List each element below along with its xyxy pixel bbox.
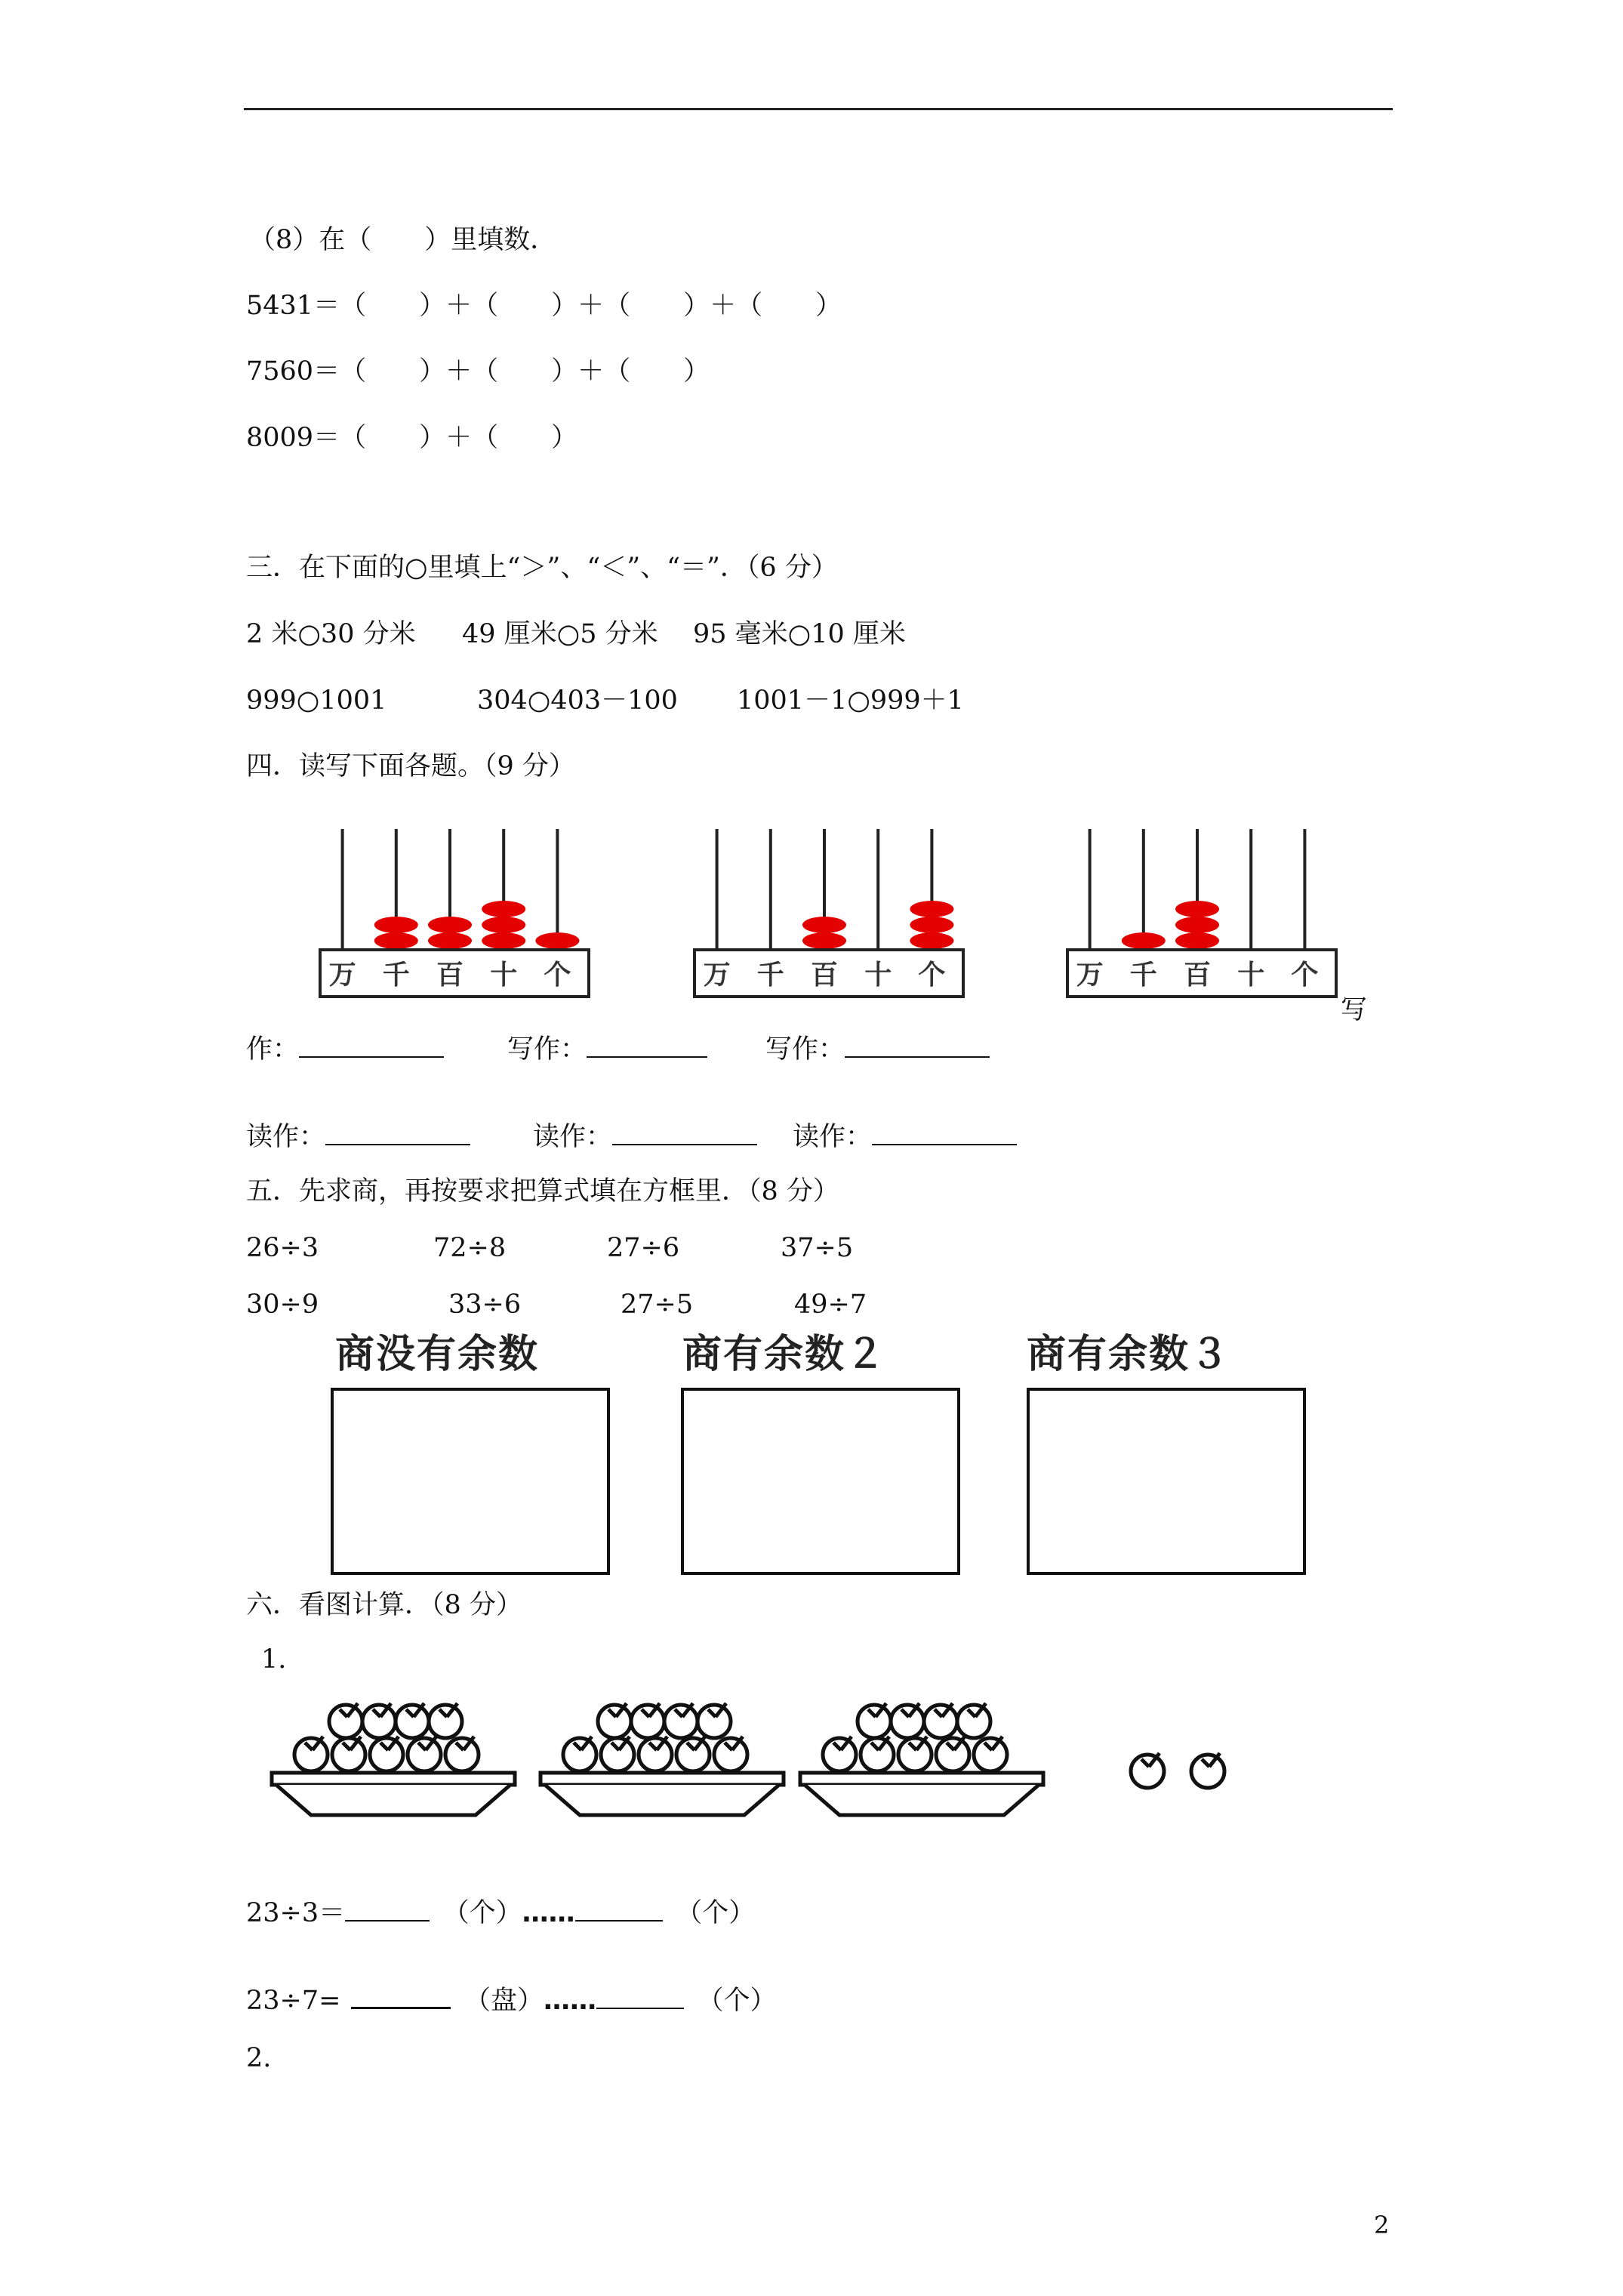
abacus-bead bbox=[482, 932, 525, 949]
write-label-1-tail: 作： bbox=[246, 1033, 444, 1066]
abacus-bead bbox=[802, 932, 846, 949]
abacus-bead bbox=[482, 917, 525, 933]
place-label: 千 bbox=[1129, 960, 1157, 991]
div-expr-2: 72÷8 bbox=[433, 1233, 507, 1263]
apple-icon bbox=[396, 1703, 429, 1738]
div-expr-8: 49÷7 bbox=[794, 1290, 867, 1320]
div-expr-3: 27÷6 bbox=[607, 1233, 680, 1263]
s3-compare-4: 999○1001 bbox=[246, 686, 387, 716]
apple-icon bbox=[631, 1703, 664, 1738]
answer-box-remainder-3[interactable] bbox=[1027, 1388, 1306, 1575]
abacus-1 bbox=[320, 829, 589, 997]
apple-icon bbox=[408, 1737, 441, 1771]
abacus-bead bbox=[482, 901, 525, 917]
apple-icon bbox=[924, 1703, 957, 1738]
apple-icon bbox=[1131, 1753, 1164, 1788]
section-4-title: 四．读写下面各题。（9 分） bbox=[246, 751, 575, 781]
place-label: 十 bbox=[1237, 960, 1265, 991]
loose-apples bbox=[1131, 1753, 1224, 1788]
abacus-bead bbox=[535, 932, 579, 949]
plate-rim bbox=[800, 1773, 1043, 1785]
apple-icon bbox=[858, 1703, 891, 1738]
apple-icon bbox=[370, 1737, 403, 1771]
item-2-label: 2. bbox=[246, 2043, 272, 2073]
abacus-bead bbox=[802, 917, 846, 933]
q8-line-1: 5431＝（ ）＋（ ）＋（ ）＋（ ） bbox=[246, 291, 842, 321]
box-label-remainder-2: 商有余数２ bbox=[682, 1332, 887, 1377]
apples-on-plates-figure bbox=[0, 1691, 1623, 1842]
abacus-bead bbox=[428, 932, 472, 949]
div-expr-5: 30÷9 bbox=[246, 1290, 319, 1320]
div-expr-1: 26÷3 bbox=[246, 1233, 319, 1263]
apple-icon bbox=[1191, 1753, 1224, 1788]
box-label-no-remainder: 商没有余数 bbox=[335, 1332, 540, 1377]
page-number: 2 bbox=[1374, 2211, 1390, 2239]
read-label-1: 读作： bbox=[246, 1120, 470, 1154]
apple-icon bbox=[329, 1703, 362, 1738]
place-label: 万 bbox=[328, 960, 356, 991]
q8-line-3: 8009＝（ ）＋（ ） bbox=[246, 423, 578, 453]
answer-box-no-remainder[interactable] bbox=[331, 1388, 610, 1575]
place-label: 个 bbox=[918, 960, 946, 991]
apple-icon bbox=[664, 1703, 698, 1738]
apple-icon bbox=[936, 1737, 969, 1771]
q8-line-2: 7560＝（ ）＋（ ）＋（ ） bbox=[246, 356, 710, 387]
s3-compare-6: 1001－1○999＋1 bbox=[737, 686, 964, 716]
abacus-bead bbox=[1175, 917, 1219, 933]
plate-rim bbox=[540, 1773, 784, 1785]
abacus-bead bbox=[1175, 901, 1219, 917]
div-expr-4: 37÷5 bbox=[781, 1233, 854, 1263]
place-label: 个 bbox=[1291, 960, 1319, 991]
apple-icon bbox=[601, 1737, 634, 1771]
place-label: 百 bbox=[436, 960, 464, 991]
place-label: 千 bbox=[756, 960, 784, 991]
abacus-bead bbox=[910, 917, 953, 933]
s3-compare-2: 49 厘米○5 分米 bbox=[462, 619, 658, 649]
plate-3 bbox=[800, 1703, 1043, 1815]
apple-icon bbox=[429, 1703, 462, 1738]
apple-icon bbox=[898, 1737, 932, 1771]
place-label: 个 bbox=[544, 960, 571, 991]
write-char-wrapped: 写 bbox=[1341, 995, 1368, 1025]
div-expr-7: 27÷5 bbox=[621, 1290, 694, 1320]
s3-compare-5: 304○403－100 bbox=[477, 686, 678, 716]
abacus-bead bbox=[910, 932, 953, 949]
plate-rim bbox=[272, 1773, 515, 1785]
place-label: 十 bbox=[490, 960, 518, 991]
place-label: 万 bbox=[703, 960, 731, 991]
apple-icon bbox=[598, 1703, 631, 1738]
abacus-bead bbox=[1122, 932, 1166, 949]
apple-icon bbox=[861, 1737, 894, 1771]
place-label: 千 bbox=[382, 960, 410, 991]
abacus-bead bbox=[1175, 932, 1219, 949]
abacus-bead bbox=[428, 917, 472, 933]
apple-icon bbox=[563, 1737, 596, 1771]
apple-icon bbox=[957, 1703, 990, 1738]
abacus-figures bbox=[0, 815, 1623, 1027]
div-expr-6: 33÷6 bbox=[448, 1290, 522, 1320]
s3-compare-1: 2 米○30 分米 bbox=[246, 619, 416, 649]
write-label-2: 写作： bbox=[507, 1033, 707, 1066]
abacus-bead bbox=[910, 901, 953, 917]
apple-icon bbox=[445, 1737, 479, 1771]
place-label: 百 bbox=[1183, 960, 1212, 991]
apple-icon bbox=[332, 1737, 365, 1771]
section-3-title: 三．在下面的○里填上“＞”、“＜”、“＝”．（6 分） bbox=[246, 553, 838, 583]
header-rule bbox=[244, 108, 1393, 110]
read-label-3: 读作： bbox=[793, 1120, 1017, 1154]
place-label: 百 bbox=[810, 960, 839, 991]
apple-icon bbox=[676, 1737, 710, 1771]
plate-1 bbox=[272, 1703, 515, 1815]
place-label: 万 bbox=[1076, 960, 1104, 991]
apple-icon bbox=[362, 1703, 396, 1738]
box-label-remainder-3: 商有余数３ bbox=[1027, 1332, 1231, 1377]
apple-icon bbox=[974, 1737, 1007, 1771]
read-label-2: 读作： bbox=[533, 1120, 757, 1154]
plate-base bbox=[805, 1785, 1039, 1815]
apple-icon bbox=[294, 1737, 328, 1771]
abacus-3 bbox=[1067, 829, 1336, 997]
plate-base bbox=[545, 1785, 779, 1815]
apple-icon bbox=[823, 1737, 856, 1771]
section-6-title: 六．看图计算．（8 分） bbox=[246, 1590, 522, 1620]
s3-compare-3: 95 毫米○10 厘米 bbox=[693, 619, 906, 649]
apple-icon bbox=[714, 1737, 747, 1771]
plate-2 bbox=[540, 1703, 784, 1815]
item-1-label: 1. bbox=[261, 1644, 287, 1675]
abacus-2 bbox=[694, 829, 963, 997]
equation-1: 23÷3＝ （个）…… （个） bbox=[246, 1898, 756, 1928]
plate-base bbox=[276, 1785, 510, 1815]
apple-icon bbox=[639, 1737, 672, 1771]
place-label: 十 bbox=[864, 960, 892, 991]
equation-2: 23÷7= （盘）…… （个） bbox=[246, 1986, 777, 2016]
write-label-3: 写作： bbox=[765, 1033, 990, 1066]
section-5-title: 五．先求商，再按要求把算式填在方框里．（8 分） bbox=[246, 1176, 839, 1207]
apple-icon bbox=[891, 1703, 924, 1738]
abacus-bead bbox=[374, 917, 418, 933]
abacus-bead bbox=[374, 932, 418, 949]
apple-icon bbox=[698, 1703, 731, 1738]
answer-box-remainder-2[interactable] bbox=[681, 1388, 960, 1575]
q8-title: （8）在（ ）里填数． bbox=[249, 225, 557, 255]
